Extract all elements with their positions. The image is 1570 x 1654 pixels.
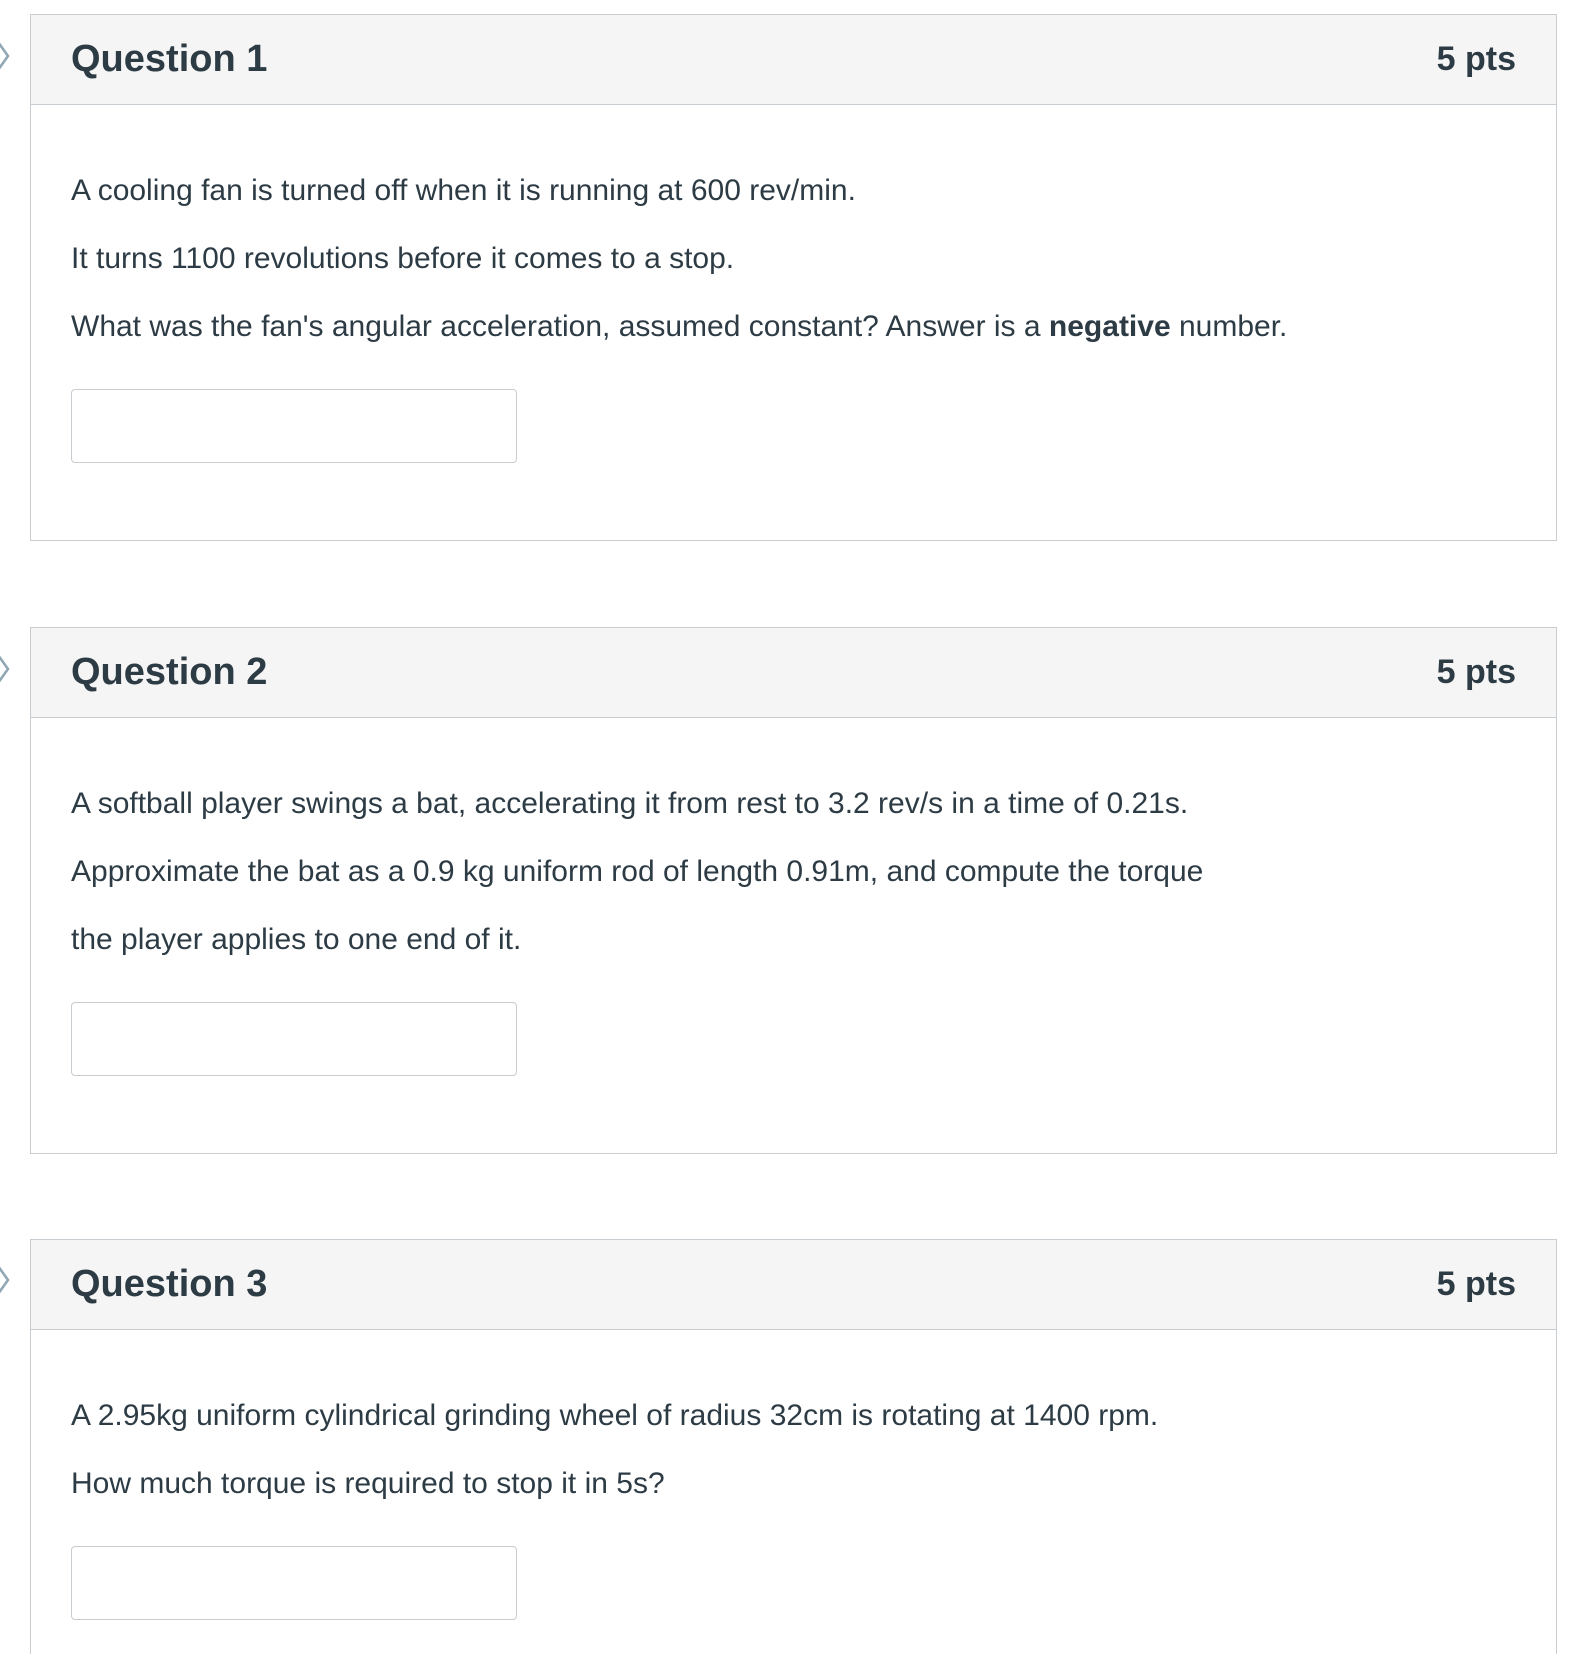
question-text-line: the player applies to one end of it.: [71, 923, 522, 956]
question-header: [31, 1240, 1556, 1330]
answer-input[interactable]: [71, 1546, 517, 1620]
question-points: 5 pts: [1436, 40, 1516, 78]
question-header: [31, 628, 1556, 718]
question-text-line: A cooling fan is turned off when it is running at 600 rev/min.: [71, 174, 856, 207]
answer-input[interactable]: [71, 389, 517, 463]
question-text-line: A 2.95kg uniform cylindrical grinding wheel of radius 32cm is rotating at 1400 rpm.: [71, 1399, 1159, 1432]
question-title: Question 2: [71, 651, 268, 693]
question-points: 5 pts: [1436, 1265, 1516, 1303]
question-header: [31, 15, 1556, 105]
question-card-3: [30, 1239, 1557, 1654]
question-text-line: A softball player swings a bat, accelerating it from rest to 3.2 rev/s in a time of 0.21s.: [71, 787, 1189, 820]
chevron-right-icon[interactable]: [0, 1262, 12, 1298]
question-title: Question 1: [71, 38, 268, 80]
question-body: [31, 718, 1556, 1076]
question-points: 5 pts: [1436, 653, 1516, 691]
question-card-1: [30, 14, 1557, 541]
question-title: Question 3: [71, 1263, 268, 1305]
emphasis-text: negative: [1048, 310, 1171, 343]
question-text-segment: What was the fan's angular acceleration, assumed constant? Answer is a: [71, 310, 1049, 343]
question-text-line: How much torque is required to stop it in 5s?: [71, 1467, 665, 1500]
answer-input[interactable]: [71, 1002, 517, 1076]
question-text-line: [71, 309, 1516, 345]
question-body: [31, 105, 1556, 463]
question-card-2: [30, 627, 1557, 1154]
chevron-right-icon[interactable]: [0, 651, 12, 687]
question-text-line: Approximate the bat as a 0.9 kg uniform rod of length 0.91m, and compute the torque: [71, 855, 1204, 888]
question-body: [31, 1330, 1556, 1620]
chevron-right-icon[interactable]: [0, 38, 12, 74]
question-text-segment: number.: [1170, 310, 1288, 343]
question-text-line: It turns 1100 revolutions before it comes to a stop.: [71, 242, 735, 275]
